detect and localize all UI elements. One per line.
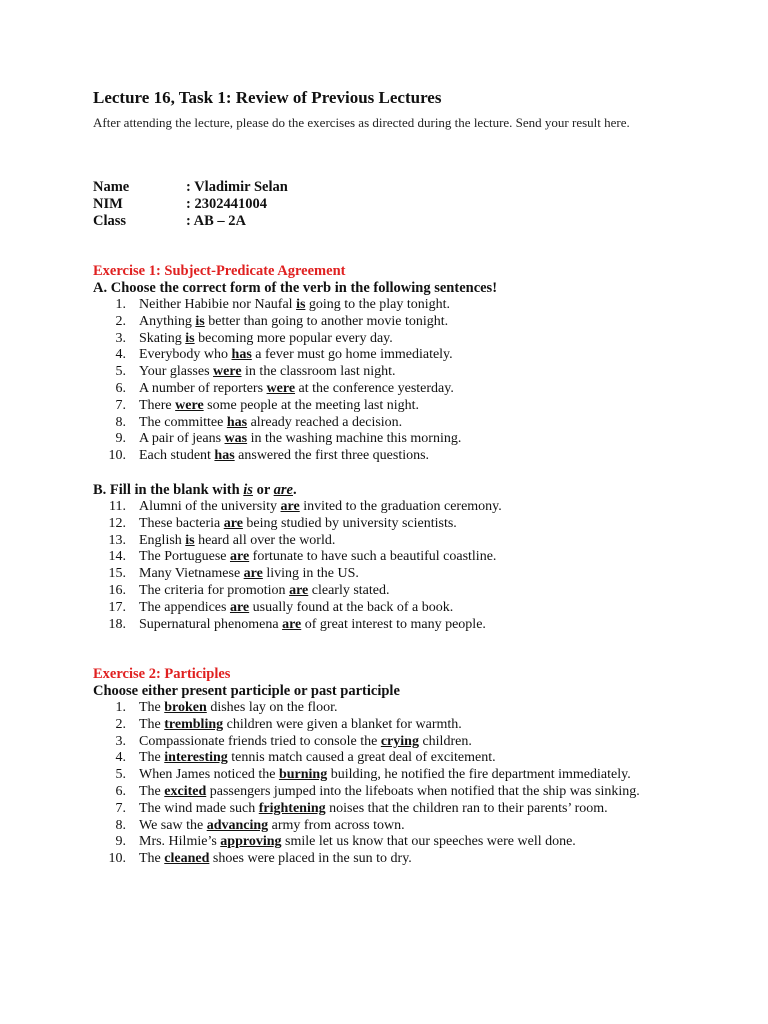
item-number: 10. xyxy=(108,851,126,867)
answer-word: are xyxy=(282,616,302,632)
answer-word: is xyxy=(185,330,195,346)
item-text-pre: The xyxy=(139,750,165,766)
exercise2-list xyxy=(93,700,673,868)
info-value: : 2302441004 xyxy=(186,196,267,212)
exercise1-parta-heading: A. Choose the correct form of the verb in the following sentences! xyxy=(93,280,498,296)
item-text-post: living in the US. xyxy=(262,566,359,582)
answer-word: was xyxy=(224,431,248,447)
page-title: Lecture 16, Task 1: Review of Previous Lectures xyxy=(93,88,442,107)
item-text xyxy=(139,801,673,818)
list-item xyxy=(93,617,693,634)
item-number: 9. xyxy=(115,431,126,447)
item-text-pre: Neither Habibie nor Naufal xyxy=(139,297,297,312)
exercise1-partb-heading xyxy=(93,482,297,499)
answer-word: is xyxy=(296,297,306,312)
info-label: NIM xyxy=(93,196,123,212)
item-number: 3. xyxy=(115,733,126,749)
item-text-post: smile let us know that our speeches were well done. xyxy=(281,834,576,850)
answer-word: interesting xyxy=(164,750,228,766)
item-text xyxy=(139,448,693,465)
item-text-pre: English xyxy=(139,532,186,548)
answer-word: burning xyxy=(278,767,328,783)
answer-word: crying xyxy=(380,733,419,749)
item-number: 1. xyxy=(115,700,126,715)
answer-word: are xyxy=(243,566,263,582)
item-text-post: at the conference yesterday. xyxy=(295,380,454,396)
item-text-pre: We saw the xyxy=(139,817,207,833)
item-text xyxy=(139,583,693,600)
answer-word: has xyxy=(214,448,235,464)
item-number: 15. xyxy=(108,566,126,582)
list-item xyxy=(93,600,693,617)
item-number: 16. xyxy=(108,582,126,598)
item-number: 4. xyxy=(115,347,126,363)
item-number: 7. xyxy=(115,397,126,413)
item-text-post: of great interest to many people. xyxy=(301,616,486,632)
list-item xyxy=(93,834,673,851)
info-value: : Vladimir Selan xyxy=(186,179,288,195)
info-row-name xyxy=(93,179,493,196)
item-text xyxy=(139,750,673,767)
item-text-pre: Compassionate friends tried to console the xyxy=(139,733,381,749)
item-text xyxy=(139,700,673,717)
item-text-post: in the washing machine this morning. xyxy=(247,431,462,447)
heading-are: are xyxy=(273,482,293,498)
answer-word: excited xyxy=(164,783,207,799)
item-text-pre: Each student xyxy=(139,448,215,464)
list-item xyxy=(93,499,693,516)
answer-word: are xyxy=(223,515,243,531)
item-text-post: becoming more popular every day. xyxy=(194,330,393,346)
answer-word: approving xyxy=(220,834,282,850)
item-text xyxy=(139,734,673,751)
item-number: 6. xyxy=(115,380,126,396)
list-item xyxy=(93,364,693,381)
answer-word: are xyxy=(229,549,250,565)
list-item xyxy=(93,717,673,734)
item-text-pre: A number of reporters xyxy=(139,380,267,396)
list-item xyxy=(93,347,693,364)
item-text-pre: The xyxy=(139,700,165,715)
item-text-pre: Skating xyxy=(139,330,186,346)
item-text-post: dishes lay on the floor. xyxy=(206,700,338,715)
item-text xyxy=(139,398,693,415)
item-text-post: passengers jumped into the lifeboats when notified that the ship was sinking. xyxy=(206,783,640,799)
item-number: 13. xyxy=(108,532,126,548)
list-item xyxy=(93,331,693,348)
answer-word: is xyxy=(195,313,205,329)
item-text-post: in the classroom last night. xyxy=(241,364,396,380)
item-text xyxy=(139,297,693,314)
item-text xyxy=(139,516,693,533)
item-text-pre: The wind made such xyxy=(139,800,259,816)
answer-word: trembling xyxy=(164,716,224,732)
item-text-post: clearly stated. xyxy=(308,582,390,598)
answer-word: broken xyxy=(164,700,207,715)
item-text-post: heard all over the world. xyxy=(194,532,336,548)
item-text-pre: The Portuguese xyxy=(139,549,230,565)
item-text xyxy=(139,617,693,634)
list-item xyxy=(93,784,673,801)
list-item xyxy=(93,533,693,550)
answer-word: cleaned xyxy=(164,851,210,867)
item-text-pre: When James noticed the xyxy=(139,767,279,783)
exercise1-parta-list xyxy=(93,297,693,465)
item-number: 7. xyxy=(115,800,126,816)
item-text-pre: A pair of jeans xyxy=(139,431,225,447)
info-row-nim xyxy=(93,196,493,213)
item-text xyxy=(139,717,673,734)
exercise1-partb-list xyxy=(93,499,693,633)
exercise1-title: Exercise 1: Subject-Predicate Agreement xyxy=(93,263,346,279)
list-item xyxy=(93,381,693,398)
list-item xyxy=(93,415,693,432)
heading-text: . xyxy=(292,482,297,498)
answer-word: were xyxy=(175,397,204,413)
item-number: 12. xyxy=(108,515,126,531)
item-number: 5. xyxy=(115,767,126,783)
item-text xyxy=(139,834,673,851)
answer-word: advancing xyxy=(206,817,269,833)
item-text xyxy=(139,499,693,516)
heading-text: or xyxy=(252,482,274,498)
item-text-pre: The xyxy=(139,716,165,732)
item-number: 8. xyxy=(115,817,126,833)
item-text xyxy=(139,314,693,331)
item-text-post: some people at the meeting last night. xyxy=(203,397,420,413)
item-text-pre: Supernatural phenomena xyxy=(139,616,283,632)
item-text-post: shoes were placed in the sun to dry. xyxy=(209,851,412,867)
item-text-post: tennis match caused a great deal of excitement. xyxy=(227,750,496,766)
item-number: 2. xyxy=(115,313,126,329)
item-number: 5. xyxy=(115,364,126,380)
item-text xyxy=(139,784,673,801)
item-number: 18. xyxy=(108,616,126,632)
item-number: 2. xyxy=(115,716,126,732)
answer-word: has xyxy=(226,414,248,430)
answer-word: were xyxy=(213,364,242,380)
item-number: 17. xyxy=(108,599,126,615)
item-text-post: being studied by university scientists. xyxy=(242,515,457,531)
answer-word: has xyxy=(231,347,252,363)
item-text-pre: Anything xyxy=(139,313,196,329)
item-text-post: fortunate to have such a beautiful coastline. xyxy=(249,549,497,565)
list-item xyxy=(93,448,693,465)
answer-word: are xyxy=(289,582,309,598)
item-text xyxy=(139,549,693,566)
item-text xyxy=(139,566,693,583)
heading-is: is xyxy=(243,482,253,498)
item-text-post: children were given a blanket for warmth. xyxy=(223,716,462,732)
item-text-post: going to the play tonight. xyxy=(305,297,451,312)
item-text-post: noises that the children ran to their parents’ room. xyxy=(325,800,608,816)
list-item xyxy=(93,398,693,415)
answer-word: is xyxy=(185,532,195,548)
item-number: 4. xyxy=(115,750,126,766)
list-item xyxy=(93,750,673,767)
item-number: 8. xyxy=(115,414,126,430)
item-text-post: answered the first three questions. xyxy=(234,448,430,464)
item-number: 10. xyxy=(108,448,126,464)
answer-word: are xyxy=(229,599,250,615)
list-item xyxy=(93,767,673,784)
item-text-pre: The xyxy=(139,783,165,799)
list-item xyxy=(93,801,673,818)
list-item xyxy=(93,516,693,533)
list-item xyxy=(93,297,693,314)
list-item xyxy=(93,734,673,751)
item-text xyxy=(139,533,693,550)
item-number: 11. xyxy=(109,499,126,514)
student-info xyxy=(93,179,493,230)
list-item xyxy=(93,851,673,868)
list-item xyxy=(93,431,693,448)
item-text-post: better than going to another movie tonight. xyxy=(204,313,449,329)
info-value: : AB – 2A xyxy=(186,213,247,229)
list-item xyxy=(93,818,673,835)
item-text-pre: Everybody who xyxy=(139,347,232,363)
item-number: 1. xyxy=(115,297,126,312)
exercise2-heading: Choose either present participle or past participle xyxy=(93,683,400,699)
item-text xyxy=(139,415,693,432)
item-text-post: children. xyxy=(418,733,472,749)
exercise2-title: Exercise 2: Participles xyxy=(93,666,231,682)
item-text-post: a fever must go home immediately. xyxy=(251,347,453,363)
item-text-post: invited to the graduation ceremony. xyxy=(299,499,502,514)
item-text-pre: There xyxy=(139,397,176,413)
item-number: 14. xyxy=(108,549,126,565)
item-text-post: building, he notified the fire department immediately. xyxy=(327,767,631,783)
item-text xyxy=(139,767,673,784)
list-item xyxy=(93,549,693,566)
item-text-pre: The appendices xyxy=(139,599,230,615)
item-text xyxy=(139,600,693,617)
item-number: 6. xyxy=(115,783,126,799)
item-text-pre: The xyxy=(139,851,165,867)
answer-word: frightening xyxy=(258,800,326,816)
answer-word: were xyxy=(266,380,296,396)
intro-text: After attending the lecture, please do the exercises as directed during the lecture. Send your result here. xyxy=(93,115,630,130)
item-number: 3. xyxy=(115,330,126,346)
heading-text: B. Fill in the blank with xyxy=(93,482,244,498)
item-text xyxy=(139,347,693,364)
item-text-post: army from across town. xyxy=(268,817,405,833)
info-row-class xyxy=(93,213,493,230)
item-text-pre: The committee xyxy=(139,414,227,430)
list-item xyxy=(93,566,693,583)
item-text xyxy=(139,851,673,868)
list-item xyxy=(93,314,693,331)
list-item xyxy=(93,700,673,717)
item-text xyxy=(139,431,693,448)
item-text-pre: Your glasses xyxy=(139,364,214,380)
info-label: Class xyxy=(93,213,127,229)
item-text-pre: Many Vietnamese xyxy=(139,566,244,582)
item-text-post: usually found at the back of a book. xyxy=(249,599,454,615)
item-text-pre: These bacteria xyxy=(139,515,224,531)
item-text-pre: Mrs. Hilmie’s xyxy=(139,834,221,850)
item-text xyxy=(139,331,693,348)
info-label: Name xyxy=(93,179,130,195)
item-text-pre: Alumni of the university xyxy=(139,499,281,514)
list-item xyxy=(93,583,693,600)
item-text-post: already reached a decision. xyxy=(247,414,403,430)
item-text-pre: The criteria for promotion xyxy=(139,582,290,598)
item-text xyxy=(139,818,673,835)
answer-word: are xyxy=(280,499,300,514)
item-number: 9. xyxy=(115,834,126,850)
item-text xyxy=(139,364,693,381)
item-text xyxy=(139,381,693,398)
